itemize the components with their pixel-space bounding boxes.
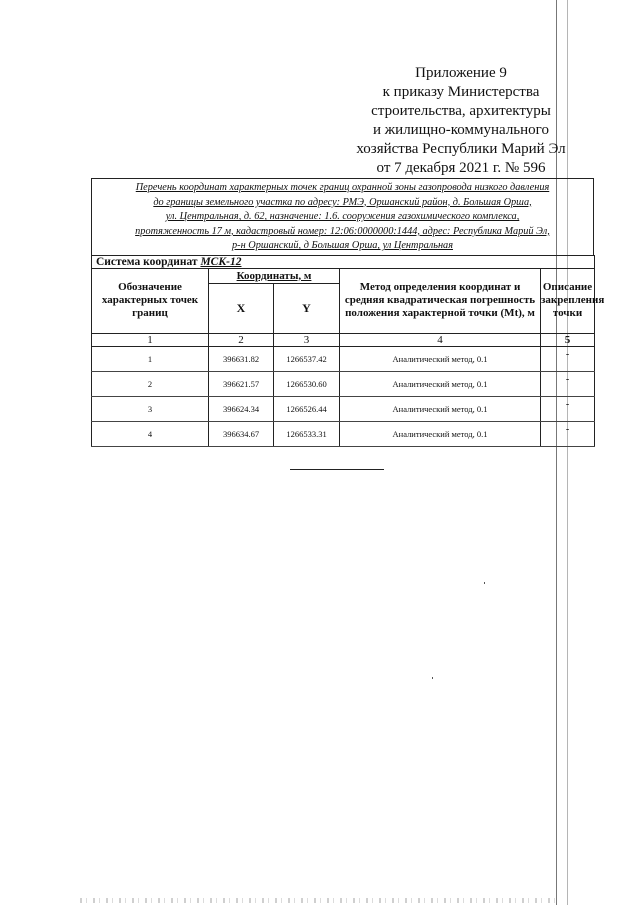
cell-point: 1 — [92, 346, 209, 371]
coordinate-system-value: МСК-12 — [200, 255, 242, 268]
appendix-header — [345, 64, 577, 178]
cell-y: 1266530.60 — [274, 371, 340, 396]
cell-y: 1266526.44 — [274, 396, 340, 421]
table-title-line: р-н Оршанский, д Большая Орша, ул Центральная — [232, 240, 453, 252]
appendix-line: к приказу Министерства — [382, 84, 540, 100]
col-header-description: Описание закрепления точки — [541, 268, 595, 333]
table-title-line: до границы земельного участка по адресу: РМЭ, Оршанский район, д. Большая Орша, — [153, 196, 532, 208]
cell-method: Аналитический метод, 0.1 — [340, 396, 541, 421]
column-number: 1 — [92, 333, 209, 346]
table-row — [92, 346, 595, 371]
column-number: 4 — [340, 333, 541, 346]
table-title-line: ул. Центральная, д. 62, назначение: 1.6. сооружения газохимического комплекса, — [165, 211, 520, 223]
cell-x: 396634.67 — [209, 421, 274, 446]
appendix-line: хозяйства Республики Марий Эл — [356, 141, 566, 157]
cell-point: 2 — [92, 371, 209, 396]
scan-speck — [484, 582, 485, 584]
cell-description: - — [541, 346, 595, 371]
col-header-method: Метод определения координат и средняя квадратическая погрешность положения характерной точки (Mt), м — [340, 268, 541, 333]
cell-y: 1266533.31 — [274, 421, 340, 446]
table-row — [92, 396, 595, 421]
appendix-line: строительства, архитектуры — [371, 103, 551, 119]
coordinate-system-label: Система координат — [96, 255, 198, 268]
appendix-line: Приложение 9 — [415, 65, 507, 81]
table-row — [92, 421, 595, 446]
cell-description: - — [541, 371, 595, 396]
appendix-line: от 7 декабря 2021 г. № 596 — [376, 160, 546, 176]
cell-point: 3 — [92, 396, 209, 421]
scan-speck — [432, 677, 433, 679]
cell-x: 396621.57 — [209, 371, 274, 396]
scan-footer-noise — [80, 898, 560, 903]
end-of-document-rule — [290, 469, 384, 470]
appendix-line: и жилищно-коммунального — [373, 122, 549, 138]
table-title-line: протяженность 17 м, кадастровый номер: 12:06:0000000:1444, адрес: Республика Марий Эл, — [135, 225, 550, 237]
table-row — [92, 371, 595, 396]
coordinate-system-row — [92, 255, 595, 268]
cell-method: Аналитический метод, 0.1 — [340, 421, 541, 446]
cell-method: Аналитический метод, 0.1 — [340, 371, 541, 396]
col-header-point: Обозначение характерных точек границ — [92, 268, 209, 333]
column-number: 3 — [274, 333, 340, 346]
table-title-line: Перечень координат характерных точек границ охранной зоны газопровода низкого давления — [135, 182, 550, 193]
coordinates-table — [91, 255, 605, 447]
cell-y: 1266537.42 — [274, 346, 340, 371]
coordinates-table-block — [91, 178, 605, 447]
cell-description: - — [541, 396, 595, 421]
col-header-coordinates: Координаты, м — [209, 268, 340, 283]
column-number: 5 — [541, 333, 595, 346]
cell-description: - — [541, 421, 595, 446]
cell-method: Аналитический метод, 0.1 — [340, 346, 541, 371]
col-header-y: Y — [274, 284, 340, 334]
table-title — [91, 178, 594, 255]
cell-x: 396631.82 — [209, 346, 274, 371]
cell-point: 4 — [92, 421, 209, 446]
col-header-x: X — [209, 284, 274, 334]
column-number: 2 — [209, 333, 274, 346]
cell-x: 396624.34 — [209, 396, 274, 421]
